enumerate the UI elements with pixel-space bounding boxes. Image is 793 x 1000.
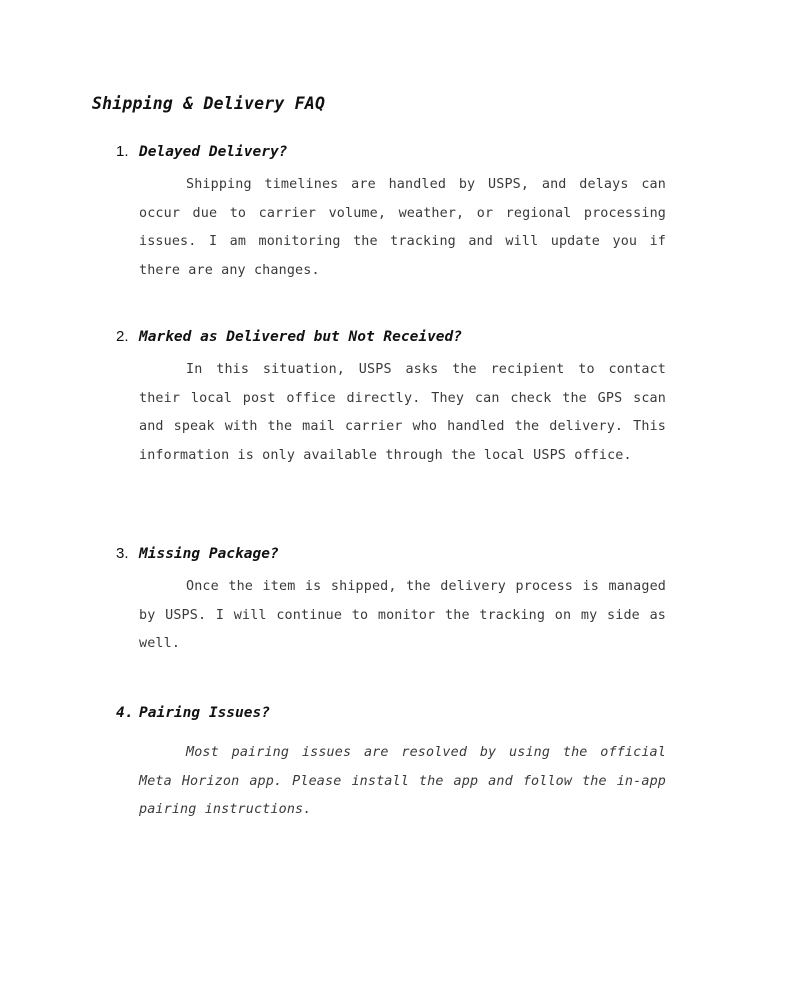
- faq-question: Missing Package?: [139, 546, 279, 562]
- faq-item-pairing-issues: [116, 705, 666, 825]
- faq-question-row: [116, 545, 666, 567]
- faq-question: Delayed Delivery?: [139, 144, 288, 160]
- faq-question-row: [116, 143, 666, 165]
- faq-question: Pairing Issues?: [139, 705, 270, 721]
- faq-answer: Most pairing issues are resolved by using the official Meta Horizon app. Please install the app and follow the in-app pairing instructions.: [139, 745, 666, 818]
- faq-answer: Shipping timelines are handled by USPS, and delays can occur due to carrier volume, weather, or regional processing issues. I am monitoring the tracking and will update you if there are any changes.: [139, 177, 666, 278]
- faq-item-delayed-delivery: [116, 143, 666, 285]
- faq-answer: In this situation, USPS asks the recipient to contact their local post office directly. They can check the GPS scan and speak with the mail carrier who handled the delivery. This information is only available through the local USPS office.: [139, 362, 666, 463]
- faq-answer: Once the item is shipped, the delivery process is managed by USPS. I will continue to monitor the tracking on my side as well.: [139, 579, 666, 652]
- faq-item-missing-package: [116, 545, 666, 659]
- faq-question-row: [116, 328, 666, 350]
- faq-item-number: 3.: [116, 545, 129, 562]
- faq-question: Marked as Delivered but Not Received?: [139, 329, 463, 345]
- faq-item-number: 4.: [116, 705, 134, 721]
- page-title: Shipping & Delivery FAQ: [92, 94, 326, 113]
- faq-item-marked-delivered: [116, 328, 666, 470]
- faq-question-row: [116, 705, 666, 727]
- faq-item-number: 2.: [116, 328, 129, 345]
- faq-item-number: 1.: [116, 143, 129, 160]
